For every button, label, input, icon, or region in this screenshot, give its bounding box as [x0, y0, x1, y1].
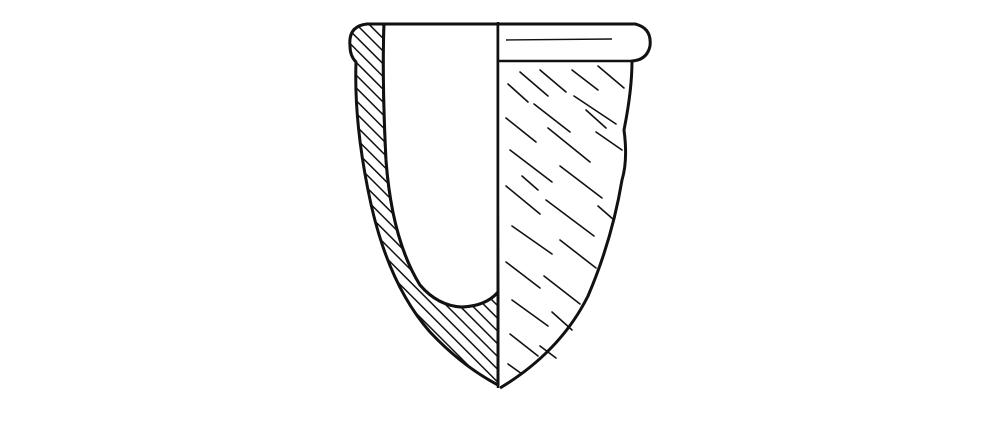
rim-band-line [506, 39, 612, 40]
exterior-profile [498, 24, 650, 388]
